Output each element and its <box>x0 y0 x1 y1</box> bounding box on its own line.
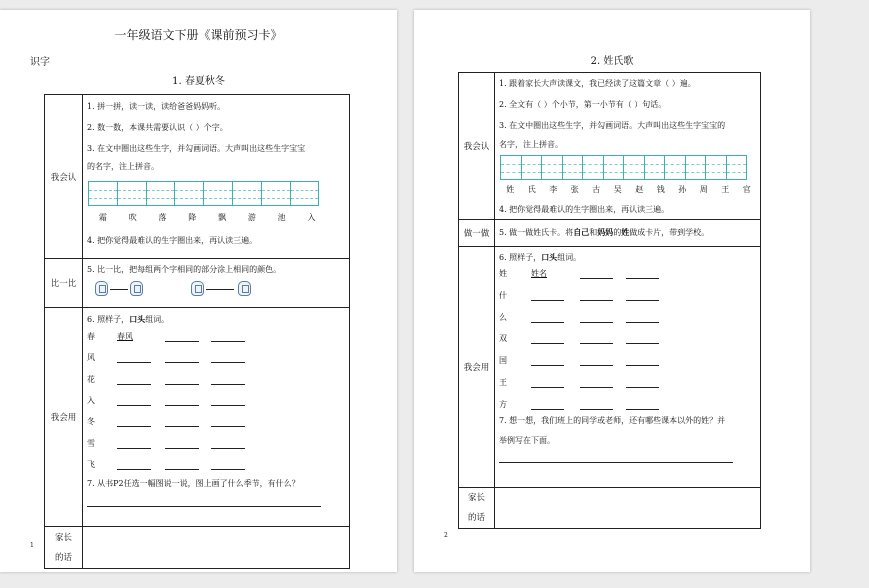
question-3b: 的名字，注上拼音。 <box>87 162 159 171</box>
question-4: 4. 把你觉得最难认的生字圈出来，再认读三遍。 <box>87 236 258 245</box>
char-item: 飘 <box>218 213 227 222</box>
question-7b: 举例写在下面。 <box>499 436 555 445</box>
word-answer-line[interactable] <box>531 322 564 323</box>
question-3a: 3. 在文中圈出这些生字，并勾画词语。大声叫出这些生字宝宝 <box>87 144 306 153</box>
char-item: 吴 <box>613 185 622 194</box>
char-item: 落 <box>158 213 167 222</box>
label-use: 我会用 <box>45 308 83 527</box>
word-answer-line[interactable] <box>211 448 245 449</box>
word-root-char: 王 <box>499 378 507 387</box>
word-answer-line[interactable] <box>580 322 613 323</box>
do-content <box>495 220 761 247</box>
word-answer-line[interactable] <box>626 365 659 366</box>
character-jar-icon <box>130 281 143 296</box>
word-root-char: 么 <box>499 312 507 322</box>
char-row <box>88 212 326 223</box>
word-answer-line[interactable] <box>580 300 613 301</box>
label-learn: 我会认 <box>45 95 83 259</box>
question-5: 5. 比一比，把每组两个字相同的部分涂上相同的颜色。 <box>87 265 282 274</box>
char-item: 孙 <box>678 185 687 194</box>
word-root-char: 双 <box>499 334 507 344</box>
word-root-char: 春 <box>87 332 95 341</box>
char-row <box>500 184 758 195</box>
word-root-char: 冬 <box>87 417 95 427</box>
word-answer-line[interactable] <box>211 426 245 427</box>
label-use: 我会用 <box>459 247 495 488</box>
page-number: 1 <box>30 542 34 549</box>
word-answer-line[interactable] <box>531 387 564 388</box>
char-item: 姓 <box>506 185 515 194</box>
example-word: 春风 <box>117 332 133 341</box>
lesson-title: 2. 姓氏歌 <box>590 56 634 67</box>
character-jar-icon <box>238 281 251 296</box>
char-item: 池 <box>277 213 286 222</box>
question-4: 4. 把你觉得最难认的生字圈出来，再认读三遍。 <box>499 205 670 214</box>
word-answer-line[interactable] <box>580 387 613 388</box>
word-answer-line[interactable] <box>117 362 151 363</box>
word-answer-line[interactable] <box>165 384 199 385</box>
word-answer-line[interactable] <box>580 409 613 410</box>
question-1: 1. 拼一拼，读一读，读给爸爸妈妈听。 <box>87 102 226 111</box>
pinyin-grid[interactable] <box>500 155 747 180</box>
word-root-char: 飞 <box>87 459 95 469</box>
word-answer-line[interactable] <box>211 405 245 406</box>
word-answer-line[interactable] <box>580 278 613 279</box>
word-root-char: 国 <box>499 356 507 366</box>
char-item: 周 <box>699 185 708 194</box>
word-answer-line[interactable] <box>165 362 199 363</box>
page-number: 2 <box>444 532 448 539</box>
word-root-char: 姓 <box>499 269 507 278</box>
pinyin-grid[interactable] <box>88 181 319 206</box>
label-do: 做一做 <box>459 220 495 247</box>
question-3b: 名字，注上拼音。 <box>499 140 563 149</box>
word-answer-line[interactable] <box>531 365 564 366</box>
word-answer-line[interactable] <box>626 409 659 410</box>
char-item: 李 <box>549 185 558 194</box>
word-answer-line[interactable] <box>580 365 613 366</box>
use-content <box>83 308 350 527</box>
word-answer-line[interactable] <box>117 469 151 470</box>
word-answer-line[interactable] <box>165 405 199 406</box>
word-answer-line[interactable] <box>211 341 245 342</box>
word-answer-line[interactable] <box>117 384 151 385</box>
question-3a: 3. 在文中圈出这些生字，并勾画词语。大声叫出这些生字宝宝的 <box>499 121 726 130</box>
word-answer-line[interactable] <box>165 469 199 470</box>
word-answer-line[interactable] <box>626 387 659 388</box>
word-root-char: 风 <box>87 353 95 363</box>
word-answer-line[interactable] <box>165 341 199 342</box>
char-item: 霜 <box>98 213 107 222</box>
preview-card-table <box>44 94 350 569</box>
compare-content <box>83 259 350 308</box>
char-item: 钱 <box>656 185 665 194</box>
page-1 <box>0 10 397 572</box>
question-2: 2. 数一数，本课共需要认识（ ）个字。 <box>87 123 228 132</box>
char-item: 游 <box>247 213 256 222</box>
parent-comment-box[interactable] <box>495 488 761 529</box>
word-answer-line[interactable] <box>211 469 245 470</box>
word-answer-line[interactable] <box>626 343 659 344</box>
word-answer-line[interactable] <box>626 278 659 279</box>
page-2 <box>414 10 810 572</box>
character-jar-icon <box>95 281 108 296</box>
example-word: 姓名 <box>531 269 547 278</box>
char-item: 古 <box>592 185 601 194</box>
word-answer-line[interactable] <box>531 300 564 301</box>
char-item: 吹 <box>128 213 137 222</box>
word-answer-line[interactable] <box>117 405 151 406</box>
word-root-char: 方 <box>499 399 507 409</box>
label-parent: 家长 的话 <box>459 488 495 529</box>
page-title: 一年级语文下册《课前预习卡》 <box>114 28 283 42</box>
char-item: 氏 <box>527 185 536 194</box>
section-label: 识字 <box>30 57 50 68</box>
answer-line[interactable] <box>499 462 733 463</box>
question-6: 6. 照样子，口头组词。 <box>499 252 582 262</box>
word-answer-line[interactable] <box>165 426 199 427</box>
word-answer-line[interactable] <box>626 300 659 301</box>
question-5: 5. 做一做姓氏卡。将自己和妈妈的姓做成卡片，带到学校。 <box>499 227 710 237</box>
label-compare: 比一比 <box>45 259 83 308</box>
label-learn: 我会认 <box>459 73 495 220</box>
char-item: 王 <box>721 185 730 194</box>
word-answer-line[interactable] <box>211 362 245 363</box>
word-answer-line[interactable] <box>117 448 151 449</box>
word-root-char: 雪 <box>87 438 95 448</box>
word-answer-line[interactable] <box>531 409 564 410</box>
char-item: 入 <box>307 213 316 222</box>
word-root-char: 什 <box>499 290 507 300</box>
char-item: 官 <box>742 185 751 194</box>
question-6: 6. 照样子，口头组词。 <box>87 314 170 324</box>
word-answer-line[interactable] <box>211 384 245 385</box>
word-answer-line[interactable] <box>165 448 199 449</box>
learn-content <box>83 95 350 259</box>
preview-card-table <box>458 72 761 529</box>
label-parent: 家长 的话 <box>45 527 83 569</box>
char-item: 赵 <box>635 185 644 194</box>
char-item: 张 <box>570 185 579 194</box>
question-2: 2. 全文有（ ）个小节，第一小节有（ ）句话。 <box>499 100 667 109</box>
character-jar-icon <box>191 281 204 296</box>
learn-content <box>495 73 761 220</box>
word-root-char: 花 <box>87 374 95 384</box>
word-answer-line[interactable] <box>626 322 659 323</box>
use-content <box>495 247 761 488</box>
question-7a: 7. 想一想，我们班上的同学或老师，还有哪些课本以外的姓？并 <box>499 416 726 425</box>
answer-line[interactable] <box>87 506 321 507</box>
question-1: 1. 跟着家长大声读课文，我已经读了这篇文章（ ）遍。 <box>499 79 696 88</box>
word-answer-line[interactable] <box>580 343 613 344</box>
word-answer-line[interactable] <box>117 426 151 427</box>
word-root-char: 入 <box>87 395 95 405</box>
lesson-title: 1. 春夏秋冬 <box>172 76 225 87</box>
parent-comment-box[interactable] <box>83 527 350 569</box>
question-7: 7. 从书P2任选一幅图说一说，图上画了什么季节，有什么？ <box>87 479 300 488</box>
char-item: 降 <box>188 213 197 222</box>
word-answer-line[interactable] <box>531 343 564 344</box>
